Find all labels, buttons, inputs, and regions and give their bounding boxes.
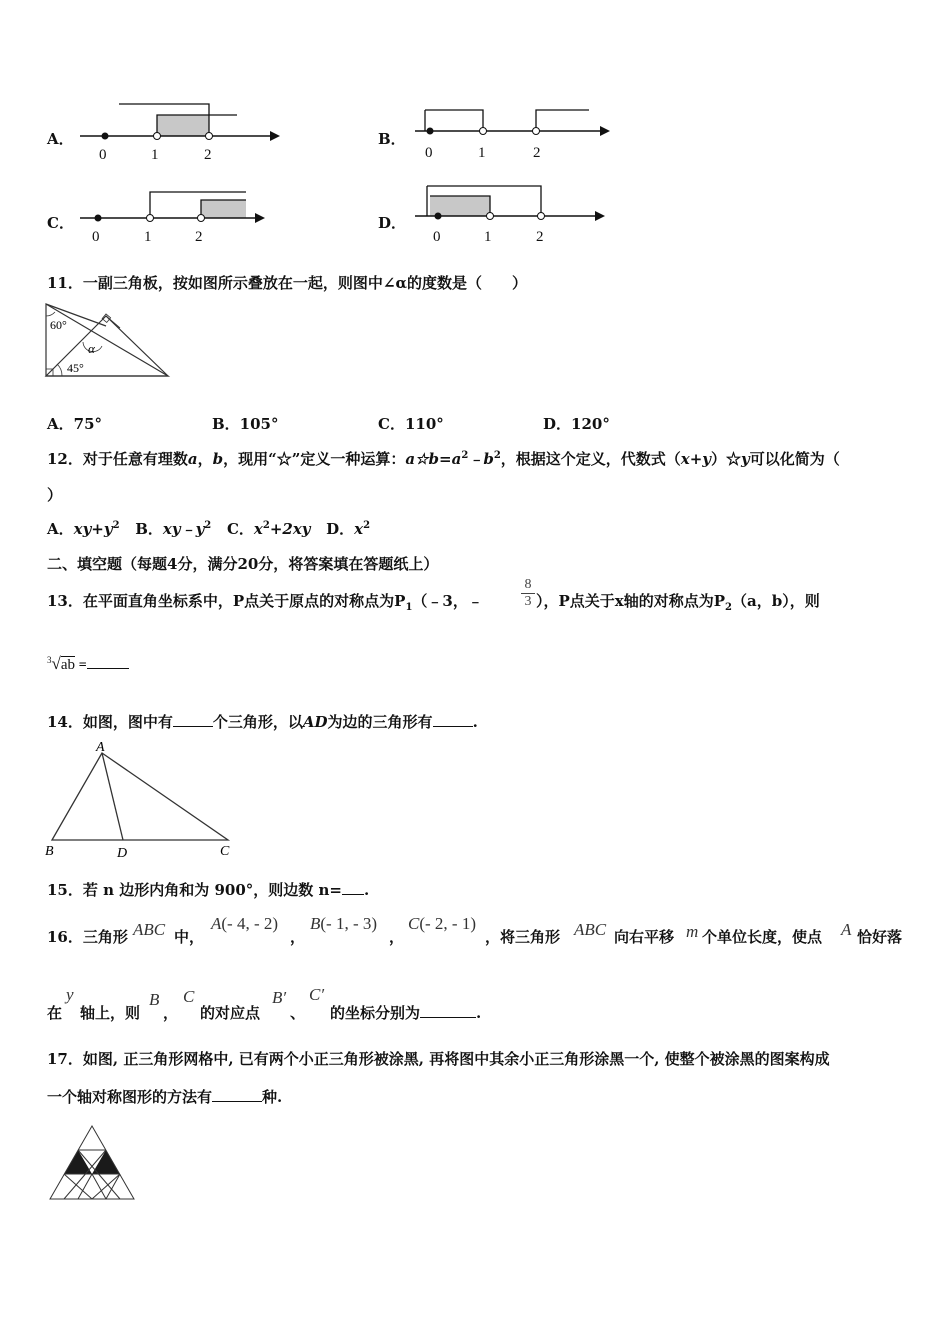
q16-point-c: C(- 2, - 1)	[408, 914, 476, 933]
q14-text: 14．如图，图中有 个三角形，以AD为边的三角形有 .	[47, 713, 478, 731]
number-line-c	[70, 185, 270, 245]
triangle-grid-figure	[45, 1120, 140, 1205]
q16-line2-b: 轴上，则	[80, 1004, 141, 1022]
tick-1: 1	[144, 229, 152, 245]
tick-2: 2	[536, 229, 544, 245]
q17-line2: 一个轴对称图形的方法有 种.	[47, 1088, 283, 1106]
q15-text: 15．若 n 边形内角和为 900°，则边数 n= .	[47, 881, 370, 899]
q16-c: C	[183, 987, 195, 1006]
tick-2: 2	[204, 147, 212, 163]
q16-b: B	[149, 990, 160, 1009]
vertex-b-label: B	[45, 844, 54, 859]
vertex-d-label: D	[117, 846, 128, 861]
q13-line1-a: 13．在平面直角坐标系中，P点关于原点的对称点为$P_1(﹣3$，﹣	[47, 592, 483, 613]
q16-line2-c: 的对应点	[200, 1004, 261, 1022]
q16-y: y	[66, 985, 74, 1004]
triangle-abc-figure	[40, 738, 240, 863]
q16-sep: ，	[163, 1004, 179, 1022]
q16-point-a: A(- 4, - 2)	[211, 914, 279, 933]
q16-sep: ，	[389, 928, 405, 946]
q16-sep: ，	[290, 928, 306, 946]
number-line-b	[405, 98, 610, 168]
q16-point-b: B(- 1, - 3)	[310, 914, 378, 933]
q13-line1-b: ），P点关于x轴的对称点为$P_2(a$，b），则	[536, 592, 820, 613]
option-b-label: B．	[378, 130, 406, 148]
shaded-region	[157, 115, 209, 136]
q16-label-6: 恰好落	[857, 928, 903, 946]
q16-b-prime: B′	[272, 988, 287, 1007]
q16-m: m	[686, 922, 699, 941]
option-c-label: C．	[47, 214, 74, 232]
q16-c-prime: C′	[309, 985, 325, 1004]
q16-label-3: ，将三角形	[485, 928, 561, 946]
tick-0: 0	[99, 147, 107, 163]
vertex-a-label: A	[96, 740, 105, 755]
q11-choice-d: D．120°	[543, 415, 610, 433]
q16-label-4: 向右平移	[614, 928, 675, 946]
q12-stem: 12．对于任意有理数a，b，现用“☆”定义一种运算：$a☆b=a^2﹣b^2$，根据这个定义，代数式（x+y）☆y可以化简为（	[47, 450, 840, 468]
tick-0: 0	[425, 145, 433, 161]
q16-line2-d: 、	[290, 1004, 306, 1022]
q16-label-5: 个单位长度，使点	[702, 928, 823, 946]
option-d-label: D．	[378, 214, 407, 232]
option-a-label: A．	[47, 130, 74, 148]
q11-choice-c: C．110°	[378, 415, 444, 433]
q16-blank[interactable]	[420, 1017, 476, 1018]
q17-blank[interactable]	[212, 1101, 262, 1102]
q16-point-a-ref: A	[841, 920, 852, 939]
q14-blank-1[interactable]	[173, 726, 213, 727]
tick-1: 1	[151, 147, 159, 163]
tick-1: 1	[484, 229, 492, 245]
angle-60-label: 60°	[50, 318, 67, 332]
q16-abc: ABC	[574, 920, 607, 939]
section-2-heading: 二、填空题（每题4分，满分20分，将答案填在答题纸上）	[47, 555, 439, 573]
q12-stem-close: ）	[47, 486, 63, 504]
q14-blank-2[interactable]	[433, 726, 473, 727]
alpha-label: α	[88, 341, 95, 356]
q16-label-1: 16．三角形	[47, 928, 128, 946]
q13-answer-blank[interactable]	[87, 668, 129, 669]
q12-choices: A．$xy+y^2$ B．$xy﹣y^2$ C．$x^2+2xy$ D．$x^2$	[47, 520, 371, 538]
vertex-c-label: C	[220, 844, 230, 859]
q16-line2-e: 的坐标分别为 .	[330, 1004, 482, 1022]
q13-cube-root: $^3$√ab =	[47, 654, 129, 674]
triangle-rulers-figure	[40, 298, 180, 384]
q11-text: 11．一副三角板，按如图所示叠放在一起，则图中∠α的度数是（ ）	[47, 274, 527, 292]
q13-fraction: 8 3	[521, 577, 535, 610]
tick-2: 2	[533, 145, 541, 161]
tick-0: 0	[433, 229, 441, 245]
q16-label-2: 中，	[174, 928, 205, 946]
angle-45-label: 45°	[67, 361, 84, 375]
q17-line1: 17．如图, 正三角形网格中, 已有两个小正三角形被涂黑, 再将图中其余小正三角形涂黑一个, 使整个被涂黑的图案构成	[47, 1050, 830, 1068]
tick-1: 1	[478, 145, 486, 161]
q16-abc: ABC	[133, 920, 166, 939]
q11-choice-b: B．105°	[212, 415, 279, 433]
tick-0: 0	[92, 229, 100, 245]
q11-choice-a: A．75°	[47, 415, 103, 433]
q16-line2-a: 在	[47, 1004, 63, 1022]
shaded-region	[201, 200, 246, 218]
tick-2: 2	[195, 229, 203, 245]
q15-blank[interactable]	[342, 894, 364, 895]
